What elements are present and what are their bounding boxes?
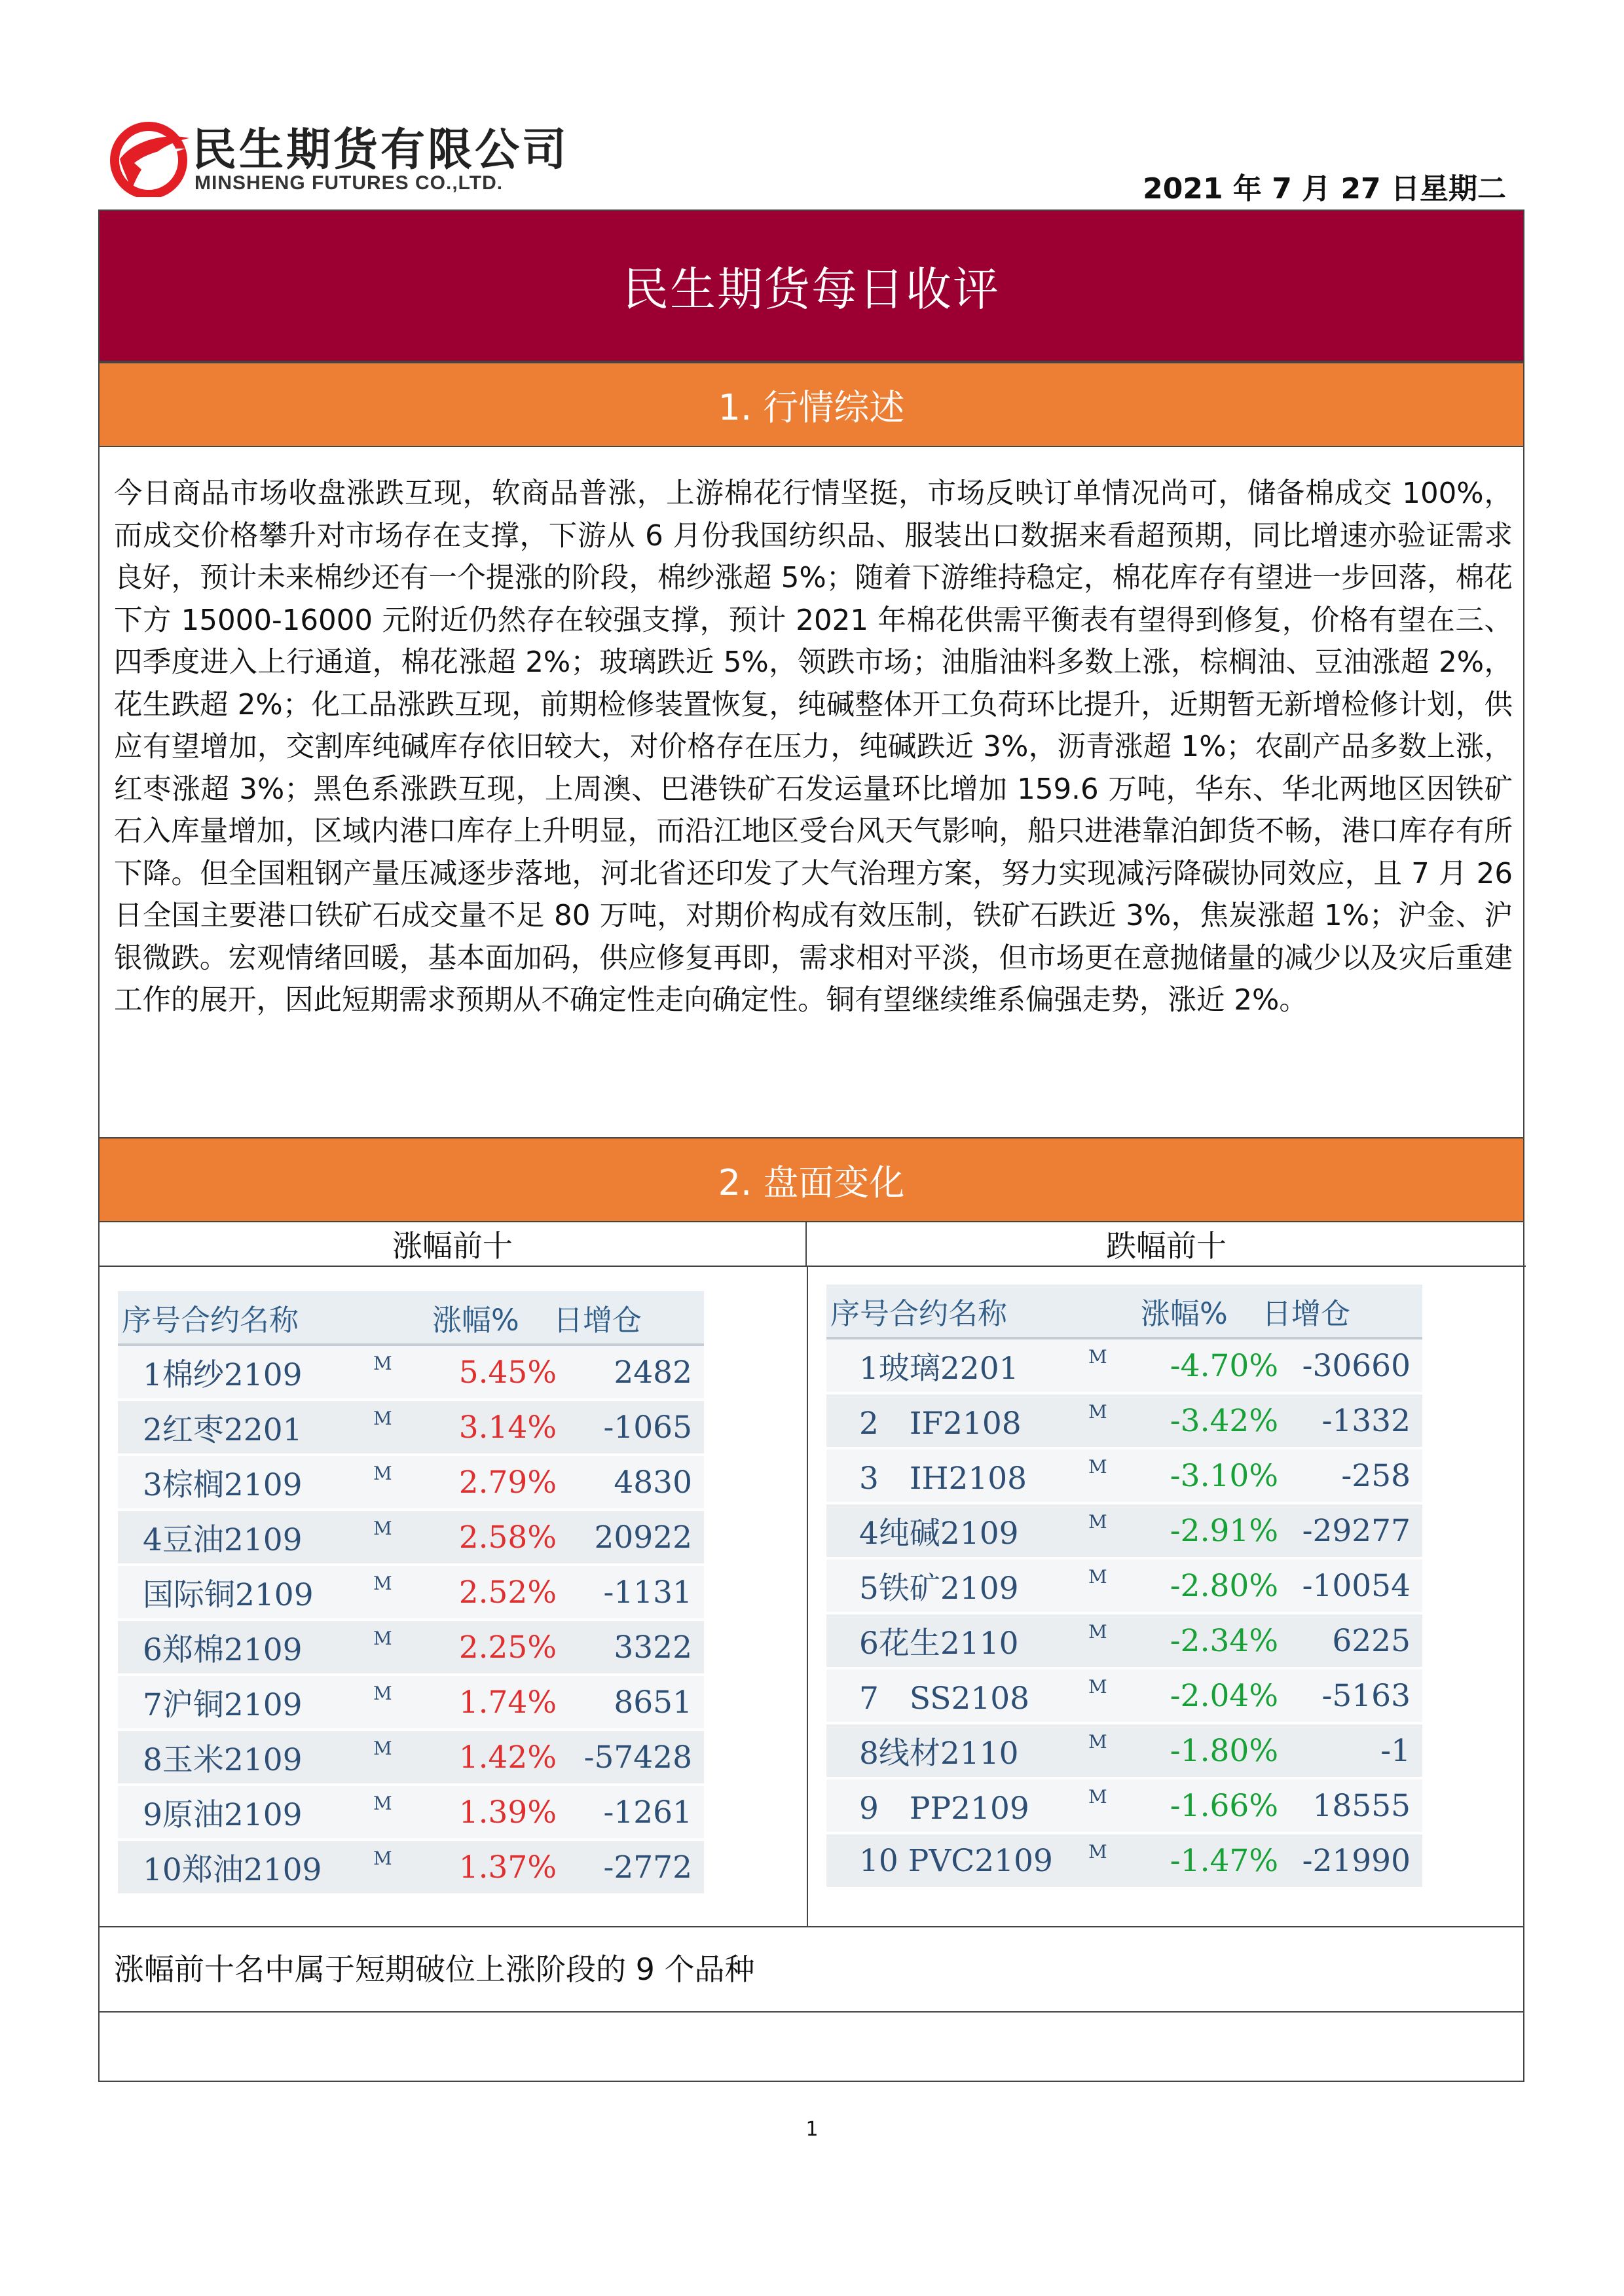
change-percent: -1.47%: [1170, 1842, 1278, 1879]
open-interest-change: 4830: [614, 1464, 692, 1501]
report-frame: [98, 210, 1524, 2082]
table-row: [118, 1346, 704, 1401]
table-row: [826, 1834, 1422, 1889]
open-interest-change: 6225: [1332, 1622, 1411, 1659]
open-interest-change: -29277: [1302, 1512, 1411, 1549]
section-heading: 2. 盘面变化: [718, 1161, 905, 1203]
change-percent: 1.74%: [458, 1684, 557, 1721]
table-row: [118, 1621, 704, 1676]
main-contract-mark: M: [373, 1793, 392, 1814]
main-contract-mark: M: [1088, 1401, 1107, 1423]
header-name: 序号合约名称: [122, 1302, 299, 1338]
change-percent: 2.58%: [458, 1519, 557, 1556]
table-row: [118, 1676, 704, 1731]
change-percent: -2.34%: [1170, 1622, 1278, 1659]
open-interest-change: 8651: [614, 1684, 692, 1721]
contract-name: 10郑油2109: [143, 1851, 322, 1888]
header-name: 序号合约名称: [830, 1296, 1008, 1331]
header-pct: 涨幅%: [1141, 1296, 1228, 1331]
contract-name: 3 IH2108: [859, 1460, 1027, 1497]
main-contract-mark: M: [373, 1738, 392, 1759]
section-board-changes-header: [100, 1137, 1523, 1222]
contract-name: 国际铜2109: [143, 1576, 314, 1613]
main-contract-mark: M: [373, 1353, 392, 1374]
main-contract-mark: M: [1088, 1731, 1107, 1753]
change-percent: 1.42%: [458, 1739, 557, 1776]
open-interest-change: -30660: [1302, 1347, 1411, 1384]
main-contract-mark: M: [1088, 1621, 1107, 1643]
contract-name: 9 PP2109: [859, 1790, 1029, 1827]
open-interest-change: -10054: [1302, 1567, 1411, 1604]
top-losers-title: 跌幅前十: [807, 1222, 1526, 1267]
gainers-rows: [118, 1346, 704, 1896]
contract-name: 7沪铜2109: [143, 1686, 303, 1723]
open-interest-change: 2482: [614, 1354, 692, 1391]
contract-name: 8玉米2109: [143, 1741, 303, 1778]
open-interest-change: -1332: [1321, 1402, 1411, 1439]
table-header: [118, 1291, 704, 1346]
page-number: 1: [805, 2118, 819, 2141]
main-contract-mark: M: [1088, 1841, 1107, 1863]
table-row: [826, 1669, 1422, 1724]
contract-name: 7 SS2108: [859, 1680, 1030, 1717]
divider: [100, 2011, 1523, 2013]
contract-name: 1棉纱2109: [143, 1357, 303, 1393]
report-title: 民生期货每日收评: [623, 263, 1000, 316]
contract-name: 6花生2110: [859, 1625, 1019, 1662]
contract-name: 2 IF2108: [859, 1405, 1022, 1442]
main-contract-mark: M: [1088, 1566, 1107, 1588]
logo-chinese-name: 民生期货有限公司: [192, 124, 570, 176]
header-pct: 涨幅%: [432, 1302, 519, 1338]
change-percent: -3.10%: [1170, 1457, 1278, 1494]
section-market-overview-header: [100, 362, 1523, 447]
open-interest-change: -258: [1341, 1457, 1411, 1494]
change-percent: 5.45%: [458, 1354, 557, 1391]
table-row: [118, 1511, 704, 1566]
section-heading: 1. 行情综述: [718, 386, 905, 428]
open-interest-change: -57428: [583, 1739, 692, 1776]
open-interest-change: 3322: [614, 1629, 692, 1666]
open-interest-change: -2772: [603, 1849, 692, 1886]
main-contract-mark: M: [373, 1518, 392, 1539]
open-interest-change: -1131: [603, 1574, 692, 1611]
change-percent: -4.70%: [1170, 1347, 1278, 1384]
minsheng-logo-icon: [108, 120, 193, 197]
table-row: [826, 1779, 1422, 1834]
top-gainers-table: [118, 1291, 704, 1896]
main-contract-mark: M: [373, 1573, 392, 1594]
table-row: [118, 1456, 704, 1511]
contract-name: 8线材2110: [859, 1735, 1019, 1772]
logo-english-name: MINSHENG FUTURES CO.,LTD.: [194, 172, 504, 194]
main-contract-mark: M: [1088, 1511, 1107, 1533]
contract-name: 4豆油2109: [143, 1522, 303, 1558]
change-percent: 3.14%: [458, 1409, 557, 1446]
change-percent: -2.04%: [1170, 1677, 1278, 1714]
change-percent: -2.80%: [1170, 1567, 1278, 1604]
open-interest-change: 20922: [594, 1519, 692, 1556]
change-percent: -3.42%: [1170, 1402, 1278, 1439]
divider: [100, 1926, 1523, 1927]
top-gainers-title: 涨幅前十: [100, 1222, 807, 1267]
table-row: [826, 1559, 1422, 1614]
change-percent: -1.66%: [1170, 1787, 1278, 1824]
main-contract-mark: M: [1088, 1786, 1107, 1808]
table-row: [118, 1731, 704, 1786]
contract-name: 1玻璃2201: [859, 1350, 1019, 1387]
top-losers-table: [826, 1285, 1422, 1889]
open-interest-change: -1065: [603, 1409, 692, 1446]
contract-name: 6郑棉2109: [143, 1631, 303, 1668]
change-percent: -1.80%: [1170, 1732, 1278, 1769]
header-pos: 日增仓: [1262, 1296, 1351, 1331]
main-contract-mark: M: [373, 1408, 392, 1429]
contract-name: 9原油2109: [143, 1796, 303, 1833]
table-row: [118, 1401, 704, 1456]
open-interest-change: -1261: [603, 1794, 692, 1831]
contract-name: 3棕榈2109: [143, 1467, 303, 1503]
open-interest-change: -1: [1380, 1732, 1411, 1769]
main-contract-mark: M: [373, 1628, 392, 1649]
table-row: [826, 1614, 1422, 1669]
table-row: [826, 1504, 1422, 1559]
table-row: [118, 1786, 704, 1841]
market-summary-text: 今日商品市场收盘涨跌互现，软商品普涨，上游棉花行情坚挺，市场反映订单情况尚可，储备棉成交 100%，而成交价格攀升对市场存在支撑，下游从 6 月份我国纺织品、服装出口数据来看超预期，同比增速亦验证需求良好，预计未来棉纱还有一个提涨的阶段，棉纱涨超 5%；随着下游维持稳定，棉花库存有望进一步回落，棉花下方 15000-16000 元附近仍然存在较强支撑，预计 2021 年棉花供需平衡表有望得到修复，价格有望在三、四季度进入上行通道，棉花涨超 2%；玻璃跌近 5%，领跌市场；油脂油料多数上涨，棕榈油、豆油涨超 2%，花生跌超 2%；化工品涨跌互现，前期检修装置恢复，纯碱整体开工负荷环比提升，近期暂无新增检修计划，供应有望增加，交割库纯碱库存依旧较大，对价格存在压力，纯碱跌近 3%，沥青涨超 1%；农副产品多数上涨，红枣涨超 3%；黑色系涨跌互现，上周澳、巴港铁矿石发运量环比增加 159.6 万吨，华东、华北两地区因铁矿石入库量增加，区域内港口库存上升明显，而沿江地区受台风天气影响，船只进港靠泊卸货不畅，港口库存有所下降。但全国粗钢产量压减逐步落地，河北省还印发了大气治理方案，努力实现减污降碳协同效应，且 7 月 26 日全国主要港口铁矿石成交量不足 80 万吨，对期价构成有效压制，铁矿石跌近 3%，焦炭涨超 1%；沪金、沪银微跌。宏观情绪回暖，基本面加码，供应修复再即，需求相对平淡，但市场更在意抛储量的减少以及灾后重建工作的展开，因此短期需求预期从不确定性走向确定性。铜有望继续维系偏强走势，涨近 2%。: [114, 477, 1513, 1017]
contract-name: 4纯碱2109: [859, 1515, 1019, 1552]
table-row: [826, 1394, 1422, 1449]
change-percent: -2.91%: [1170, 1512, 1278, 1549]
report-title-bar: [100, 211, 1523, 362]
change-percent: 2.52%: [458, 1574, 557, 1611]
contract-name: 5铁矿2109: [859, 1570, 1019, 1607]
losers-rows: [826, 1339, 1422, 1889]
change-percent: 2.25%: [458, 1629, 557, 1666]
main-contract-mark: M: [1088, 1676, 1107, 1698]
main-contract-mark: M: [373, 1848, 392, 1869]
table-row: [826, 1724, 1422, 1779]
contract-name: 2红枣2201: [143, 1412, 303, 1448]
table-header: [826, 1285, 1422, 1339]
main-contract-mark: M: [373, 1463, 392, 1484]
table-row: [826, 1339, 1422, 1394]
table-row: [118, 1841, 704, 1896]
main-contract-mark: M: [1088, 1456, 1107, 1478]
change-percent: 1.39%: [458, 1794, 557, 1831]
report-date: 2021 年 7 月 27 日星期二: [1143, 172, 1506, 206]
open-interest-change: -5163: [1321, 1677, 1411, 1714]
open-interest-change: -21990: [1302, 1842, 1411, 1879]
header-pos: 日增仓: [553, 1302, 642, 1338]
open-interest-change: 18555: [1312, 1787, 1411, 1824]
column-divider: [807, 1267, 808, 1926]
breakout-note: 涨幅前十名中属于短期破位上涨阶段的 9 个品种: [114, 1952, 755, 1987]
change-percent: 2.79%: [458, 1464, 557, 1501]
table-row: [118, 1566, 704, 1621]
main-contract-mark: M: [1088, 1346, 1107, 1368]
company-logo: [108, 115, 580, 206]
contract-name: 10 PVC2109: [859, 1842, 1053, 1879]
change-percent: 1.37%: [458, 1849, 557, 1886]
table-row: [826, 1449, 1422, 1504]
main-contract-mark: M: [373, 1683, 392, 1704]
